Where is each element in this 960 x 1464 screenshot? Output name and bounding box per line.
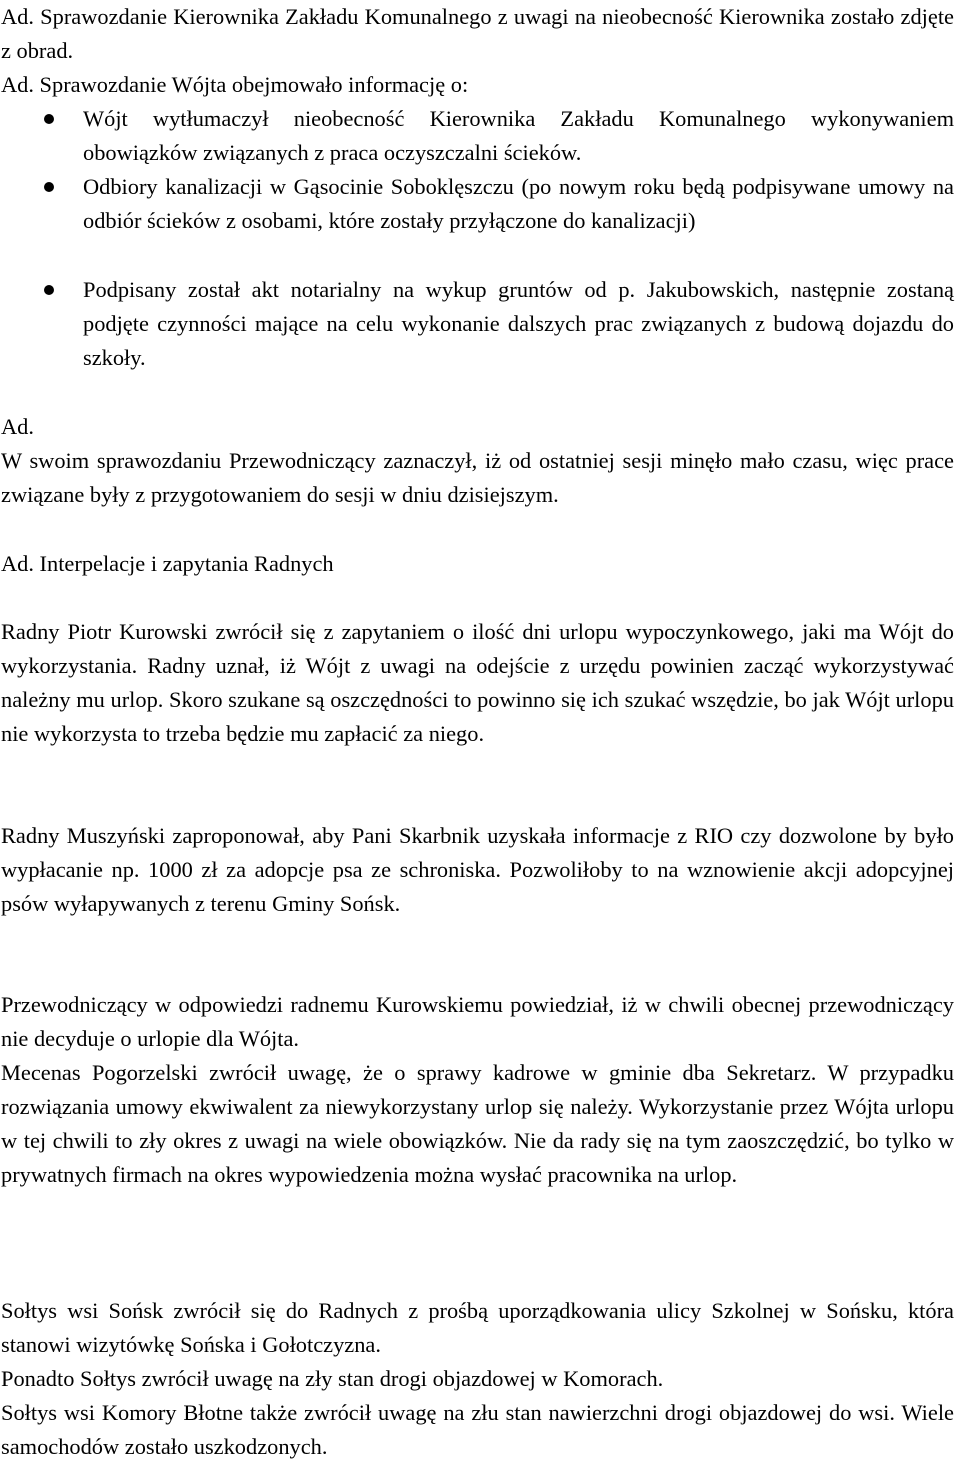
- bullet-dot: [44, 285, 54, 295]
- bullet-item: Odbiory kanalizacji w Gąsocinie Soboklęszczu (po nowym roku będą podpisywane umowy na odbiór ścieków z osobami, które zostały przyłączone do kanalizacji): [83, 174, 954, 233]
- paragraph-sonsk-village-head: Sołtys wsi Sońsk zwrócił się do Radnych z prośbą uporządkowania ulicy Szkolnej w Sońsku, która stanowi wizytówkę Sońska i Gołotczyzna.: [1, 1298, 954, 1357]
- paragraph-mayor-report-intro: Ad. Sprawozdanie Wójta obejmowało informację o:: [1, 72, 469, 97]
- bullet-item: Wójt wytłumaczył nieobecność Kierownika Zakładu Komunalnego wykonywaniem obowiązków związanych z praca oczyszczalni ścieków.: [83, 106, 954, 165]
- paragraph-chairman-report: W swoim sprawozdaniu Przewodniczący zaznaczył, iż od ostatniej sesji minęło mało czasu, więc prace związane były z przygotowaniem do sesji w dniu dzisiejszym.: [1, 448, 954, 507]
- paragraph-pogorzelski-remark: Mecenas Pogorzelski zwrócił uwagę, że o sprawy kadrowe w gminie dba Sekretarz. W przypadku rozwiązania umowy ekwiwalent za niewykorzystany urlop się należy. Wykorzystanie przez Wójta urlopu w tej chwili to zły okres z uwagi na wiele obowiązków. Nie da rady się na tym zaoszczędzić, bo tylko w prywatnych firmach na okres wypowiedzenia można wysłać pracownika na urlop.: [1, 1060, 954, 1187]
- paragraph-komory-blotne: Sołtys wsi Komory Błotne także zwrócił uwagę na złu stan nawierzchni drogi objazdowej do wsi. Wiele samochodów zostało uszkodzonych.: [1, 1400, 954, 1459]
- bullet-dot: [44, 114, 54, 124]
- paragraph-komory-road: Ponadto Sołtys zwrócił uwagę na zły stan drogi objazdowej w Komorach.: [1, 1366, 664, 1391]
- paragraph-muszynski-proposal: Radny Muszyński zaproponował, aby Pani Skarbnik uzyskała informacje z RIO czy dozwolone by było wypłacanie np. 1000 zł za adopcje psa ze schroniska. Pozwoliłoby to na wznowienie akcji adopcyjnej psów wyłapywanych z terenu Gminy Sońsk.: [1, 823, 954, 916]
- section-heading-ad: Ad.: [1, 414, 34, 439]
- section-heading-interpellations: Ad. Interpelacje i zapytania Radnych: [1, 551, 334, 576]
- paragraph-report-manager: Ad. Sprawozdanie Kierownika Zakładu Komunalnego z uwagi na nieobecność Kierownika zostało zdjęte z obrad.: [1, 4, 954, 63]
- paragraph-kurowski-question: Radny Piotr Kurowski zwrócił się z zapytaniem o ilość dni urlopu wypoczynkowego, jaki ma Wójt do wykorzystania. Radny uznał, iż Wójt z uwagi na odejście z urzędu powinien zacząć wykorzystywać należny mu urlop. Skoro szukane są oszczędności to powinno się ich szukać wszędzie, bo jak Wójt urlopu nie wykorzysta to trzeba będzie mu zapłacić za niego.: [1, 619, 954, 746]
- bullet-dot: [44, 182, 54, 192]
- paragraph-chairman-answer: Przewodniczący w odpowiedzi radnemu Kurowskiemu powiedział, iż w chwili obecnej przewodniczący nie decyduje o urlopie dla Wójta.: [1, 992, 954, 1051]
- bullet-item: Podpisany został akt notarialny na wykup gruntów od p. Jakubowskich, następnie zostaną podjęte czynności mające na celu wykonanie dalszych prac związanych z budową dojazdu do szkoły.: [83, 277, 954, 370]
